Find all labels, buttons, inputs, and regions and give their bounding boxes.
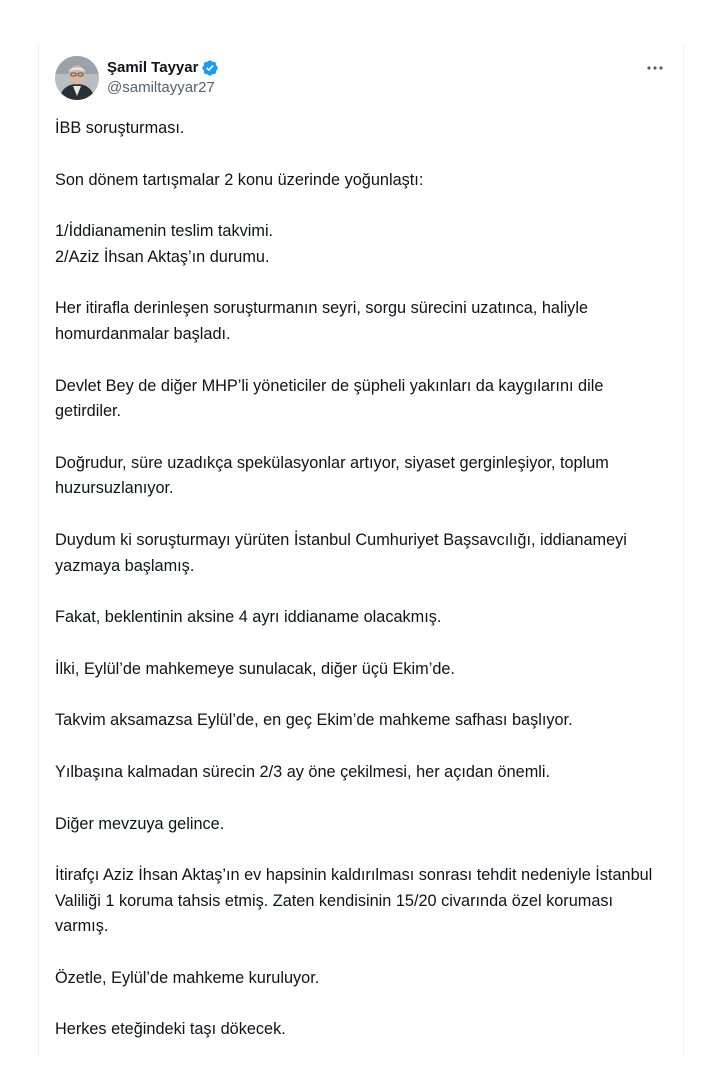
tweet-header <box>55 56 669 104</box>
tweet-paragraph: Diğer mevzuya gelince. <box>55 814 225 833</box>
author-names <box>107 58 219 98</box>
verified-badge-icon[interactable] <box>201 59 219 77</box>
tweet-paragraph: Herkes eteğindeki taşı dökecek. <box>55 1020 286 1039</box>
author-handle[interactable]: @samiltayyar27 <box>107 79 215 96</box>
profile-photo <box>55 56 99 100</box>
tweet-paragraph: Doğrudur, süre uzadıkça spekülasyonlar artıyor, siyaset gerginleşiyor, toplum huzursuzlanıyor. <box>55 453 614 498</box>
tweet-paragraph: İlki, Eylül’de mahkemeye sunulacak, diğer üçü Ekim’de. <box>55 659 455 678</box>
tweet-card <box>38 44 684 1056</box>
tweet-paragraph: Devlet Bey de diğer MHP’li yöneticiler de şüpheli yakınları da kaygılarını dile getirdiler. <box>55 376 608 421</box>
avatar[interactable] <box>55 56 99 100</box>
name-row <box>107 58 219 78</box>
tweet-paragraph: Son dönem tartışmalar 2 konu üzerinde yoğunlaştı: <box>55 170 424 189</box>
tweet-paragraph: İBB soruşturması. <box>55 119 185 137</box>
tweet-text <box>55 116 663 1069</box>
author-display-name[interactable]: Şamil Tayyar <box>107 59 199 76</box>
more-horizontal-icon[interactable] <box>643 58 667 78</box>
tweet-paragraph: Özetle, Eylül’de mahkeme kuruluyor. <box>55 968 320 987</box>
tweet-paragraph: Duydum ki soruşturmayı yürüten İstanbul Cumhuriyet Başsavcılığı, iddianameyi yazmaya başlamış. <box>55 530 632 575</box>
tweet-paragraph: 1/İddianamenin teslim takvimi. 2/Aziz İhsan Aktaş’ın durumu. <box>55 222 274 266</box>
tweet-paragraph: Fakat, beklentinin aksine 4 ayrı iddianame olacakmış. <box>55 608 442 627</box>
tweet-paragraph: Her itirafla derinleşen soruşturmanın seyri, sorgu sürecini uzatınca, haliyle homurdanmalar başladı. <box>55 299 593 343</box>
tweet-paragraph: Takvim aksamazsa Eylül’de, en geç Ekim’de mahkeme safhası başlıyor. <box>55 711 573 730</box>
tweet-paragraph: İtirafçı Aziz İhsan Aktaş’ın ev hapsinin kaldırılması sonrası tehdit nedeniyle İstanbul Valiliği 1 koruma tahsis etmiş. Zaten kendisinin 15/20 civarında özel koruması varmış. <box>55 866 657 936</box>
tweet-paragraph: Yılbaşına kalmadan sürecin 2/3 ay öne çekilmesi, her açıdan önemli. <box>55 762 551 781</box>
